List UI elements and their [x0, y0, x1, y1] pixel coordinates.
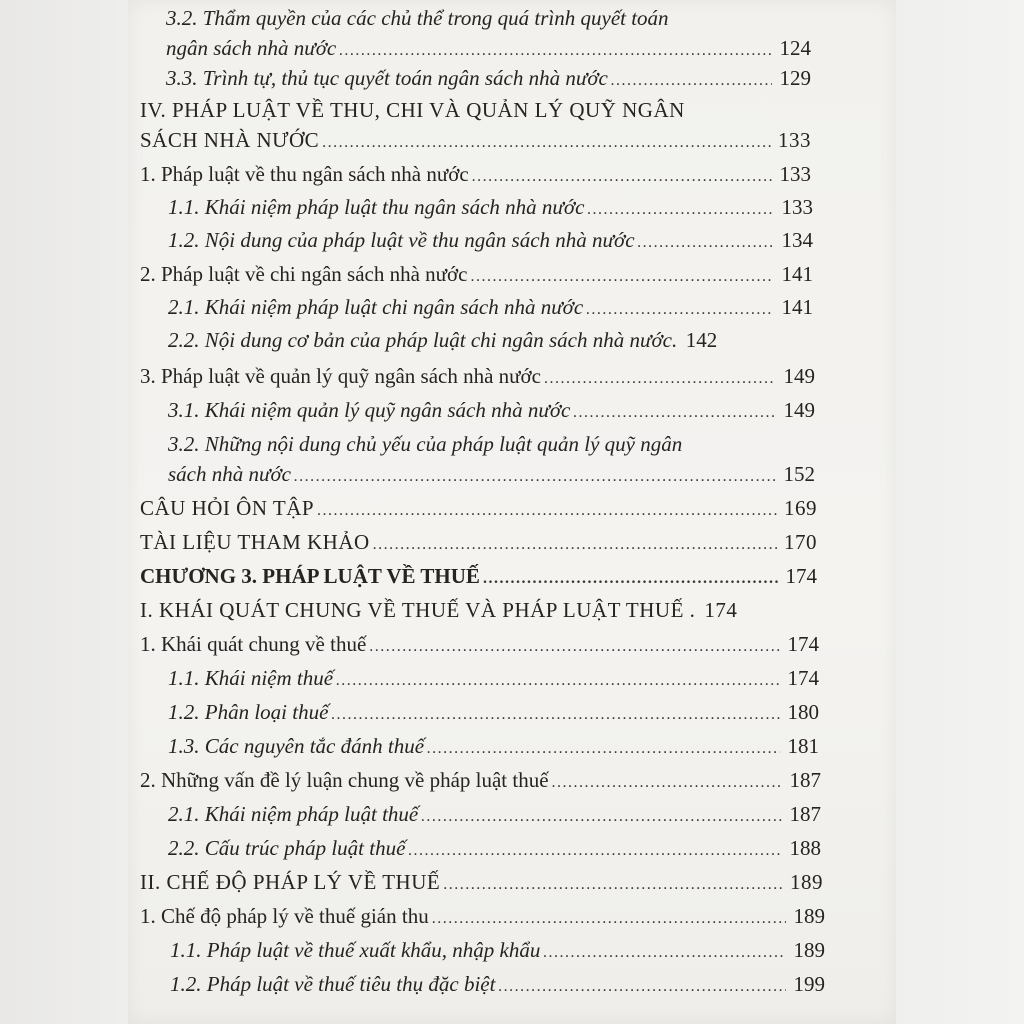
- toc-entry-label: 2.1. Khái niệm pháp luật chi ngân sách nhà nước: [168, 295, 584, 319]
- toc-entry-3-1: [168, 396, 815, 427]
- toc-c2-2: [168, 834, 821, 865]
- toc-c2-1: [168, 800, 821, 831]
- toc-c1: [140, 630, 819, 661]
- toc-entry-label: sách nhà nước: [168, 462, 291, 486]
- toc-section-i: [140, 596, 817, 624]
- toc-entry-label: SÁCH NHÀ NƯỚC: [140, 128, 320, 152]
- page-number: 129: [779, 66, 811, 90]
- toc-entry-label: 3.3. Trình tự, thủ tục quyết toán ngân sách nhà nước: [166, 66, 608, 90]
- toc-d1-1: [170, 936, 825, 967]
- background-right: [894, 0, 1024, 1024]
- toc-entry-label: 1.2. Nội dung của pháp luật về thu ngân sách nhà nước: [168, 228, 635, 252]
- leader-dots: [331, 701, 780, 729]
- toc-entry-label: CHƯƠNG 3. PHÁP LUẬT VỀ THUẾ: [140, 564, 480, 588]
- leader-dots: [369, 633, 780, 661]
- page-number: 181: [787, 734, 819, 758]
- toc-c2: [140, 766, 821, 797]
- leader-dots: [586, 296, 774, 324]
- leader-dots: [611, 67, 772, 95]
- toc-entry-label: 1. Chế độ pháp lý về thuế gián thu: [140, 904, 429, 928]
- page-number: 133: [779, 162, 811, 186]
- leader-dots: [427, 735, 780, 763]
- toc-review-questions: [140, 494, 817, 525]
- toc-d1: [140, 902, 825, 933]
- leader-dots: [432, 905, 786, 933]
- toc-entry-2: [140, 260, 813, 291]
- page-number: 149: [783, 364, 815, 388]
- page-number: 174: [787, 632, 819, 656]
- toc-references: [140, 528, 817, 559]
- page-number: 170: [784, 530, 817, 554]
- toc-entry-label: 1.2. Phân loại thuế: [168, 700, 329, 724]
- page-number: 199: [793, 972, 825, 996]
- toc-entry-label: II. CHẾ ĐỘ PHÁP LÝ VỀ THUẾ: [140, 870, 441, 894]
- toc-entry-label: 1.1. Khái niệm pháp luật thu ngân sách nhà nước: [168, 195, 585, 219]
- toc-entry-label: TÀI LIỆU THAM KHẢO: [140, 530, 370, 554]
- leader-dots: [544, 365, 776, 393]
- toc-entry-2-2: [168, 326, 815, 354]
- toc-entry-label: ngân sách nhà nước: [166, 36, 337, 60]
- toc-d1-2: [170, 970, 825, 1001]
- toc-c1-2: [168, 698, 819, 729]
- leader-dots: [587, 196, 774, 224]
- page-number: 187: [789, 768, 821, 792]
- toc-entry-label: 1.2. Pháp luật về thuế tiêu thụ đặc biệt: [170, 972, 496, 996]
- toc-entry-label: CÂU HỎI ÔN TẬP: [140, 496, 315, 520]
- toc-c1-1: [168, 664, 819, 695]
- toc-section-iv-line1: IV. PHÁP LUẬT VỀ THU, CHI VÀ QUẢN LÝ QUỸ NGÂN: [140, 98, 685, 122]
- page-number: 180: [787, 700, 819, 724]
- toc-entry-label: 2.2. Nội dung cơ bản của pháp luật chi ngân sách nhà nước.: [168, 328, 678, 352]
- leader-dots: [408, 837, 782, 865]
- toc-c1-3: [168, 732, 819, 763]
- toc-section-iv: [140, 126, 811, 157]
- toc-entry-label: 3. Pháp luật về quản lý quỹ ngân sách nhà nước: [140, 364, 541, 388]
- toc-entry-1: [140, 160, 811, 191]
- toc-entry-label: 2.1. Khái niệm pháp luật thuế: [168, 802, 419, 826]
- page-number: 141: [781, 295, 813, 319]
- page-number: 174: [787, 666, 819, 690]
- leader-dots: [317, 497, 778, 525]
- toc-chapter-3: [140, 562, 817, 593]
- leader-dots: [322, 129, 772, 157]
- page-number: 134: [781, 228, 813, 252]
- toc-entry-label: 3.1. Khái niệm quản lý quỹ ngân sách nhà nước: [168, 398, 571, 422]
- leader-dots: [443, 871, 784, 899]
- leader-dots: [336, 667, 780, 695]
- leader-dots: [470, 263, 774, 291]
- leader-dots: [421, 803, 782, 831]
- page-number: 187: [789, 802, 821, 826]
- leader-dots: [483, 565, 778, 593]
- leader-dots: [552, 769, 782, 797]
- leader-dots: [339, 37, 772, 65]
- toc-entry-label: 1. Pháp luật về thu ngân sách nhà nước: [140, 162, 469, 186]
- page-number: 189: [790, 870, 823, 894]
- toc-entry-label: I. KHÁI QUÁT CHUNG VỀ THUẾ VÀ PHÁP LUẬT THUẾ .: [140, 598, 696, 622]
- toc-entry-label: 1. Khái quát chung về thuế: [140, 632, 367, 656]
- toc-entry-1-1: [168, 193, 813, 224]
- page-number: 174: [704, 598, 738, 622]
- toc-entry-label: 1.1. Pháp luật về thuế xuất khẩu, nhập khẩu: [170, 938, 541, 962]
- leader-dots: [472, 163, 772, 191]
- toc-entry-label: 1.1. Khái niệm thuế: [168, 666, 334, 690]
- leader-dots: [573, 399, 776, 427]
- page-number: 149: [783, 398, 815, 422]
- leader-dots: [294, 463, 776, 491]
- toc-section-ii: [140, 868, 823, 899]
- toc-entry-2-1: [168, 293, 813, 324]
- leader-dots: [498, 973, 786, 1001]
- page-number: 141: [781, 262, 813, 286]
- page-number: 189: [793, 938, 825, 962]
- page-number: 142: [685, 328, 718, 352]
- toc-entry-3: [140, 362, 815, 393]
- toc-entry-3-2b: [168, 460, 815, 491]
- toc-entry-1-2: [168, 226, 813, 257]
- toc-entry-3-2b-line1: 3.2. Những nội dung chủ yếu của pháp luật quản lý quỹ ngân: [168, 432, 683, 456]
- leader-dots: [638, 229, 774, 257]
- toc-entry-label: 2. Những vấn đề lý luận chung về pháp luật thuế: [140, 768, 549, 792]
- toc-entry-label: 2.2. Cấu trúc pháp luật thuế: [168, 836, 406, 860]
- leader-dots: [543, 939, 786, 967]
- toc-entry-3-2-line1: 3.2. Thẩm quyền của các chủ thể trong quá trình quyết toán: [166, 6, 669, 30]
- page-number: 188: [789, 836, 821, 860]
- leader-dots: [373, 531, 778, 559]
- page-number: 174: [785, 564, 817, 588]
- page-number: 152: [783, 462, 815, 486]
- background-left: [0, 0, 130, 1024]
- page-number: 133: [781, 195, 813, 219]
- book-page: [128, 0, 896, 1024]
- page-number: 133: [778, 128, 811, 152]
- page-number: 189: [793, 904, 825, 928]
- page-number: 124: [779, 36, 811, 60]
- toc-entry-3-2: [166, 34, 811, 65]
- toc-entry-label: 1.3. Các nguyên tắc đánh thuế: [168, 734, 425, 758]
- page-number: 169: [784, 496, 817, 520]
- toc-entry-label: 2. Pháp luật về chi ngân sách nhà nước: [140, 262, 468, 286]
- toc-entry-3-3: [166, 64, 811, 95]
